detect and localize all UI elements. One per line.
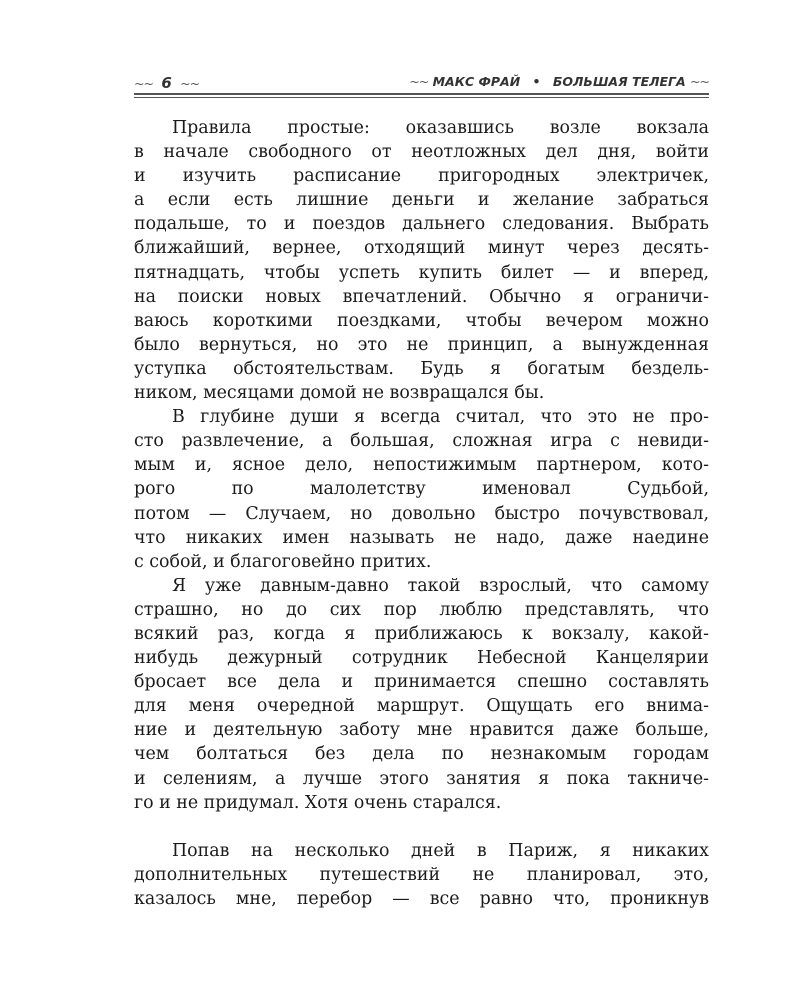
text-line: сто развлечение, а большая, сложная игра с невиди-	[134, 431, 709, 452]
text-line: а если есть лишние деньги и желание забраться	[134, 190, 709, 211]
text-line: в начале свободного от неотложных дел дня, войти	[134, 142, 709, 163]
text-line: для меня очередной маршрут. Ощущать его внима-	[134, 696, 709, 717]
text-line: Попав на несколько дней в Париж, я никаких	[172, 840, 709, 861]
text-line: подальше, то и поездов дальнего следования. Выбрать	[134, 214, 709, 235]
book-title-block	[409, 74, 709, 89]
text-line: дополнительных путешествий не планировал, это,	[134, 864, 709, 885]
page-number: 6	[161, 74, 172, 92]
paragraph-2	[134, 405, 709, 574]
text-line: и изучить расписание пригородных электричек,	[134, 166, 709, 187]
paragraph-1	[134, 116, 709, 405]
text-line: мым и, ясное дело, непостижимым партнером, кото-	[134, 455, 709, 476]
page-number-block	[134, 74, 199, 92]
text-line: В глубине души я всегда считал, что это не про-	[172, 407, 709, 428]
section-break	[134, 815, 709, 839]
text-line: с собой, и благоговейно притих.	[134, 551, 432, 572]
text-line: го и не придумал. Хотя очень старался.	[134, 792, 502, 813]
text-line: чем болтаться без дела по незнакомым городам	[134, 744, 709, 765]
text-line: ние и деятельную заботу мне нравится даже больше,	[134, 720, 709, 741]
ornament-right: ~~	[180, 76, 200, 91]
paragraph-3	[134, 574, 709, 815]
text-line: и селениям, а лучше этого занятия я пока такниче-	[134, 768, 709, 789]
separator-bullet: •	[532, 74, 541, 89]
text-line: Я уже давным-давно такой взрослый, что самому	[172, 575, 709, 596]
text-line: бросает все дела и принимается спешно составлять	[134, 672, 709, 693]
text-line: на поиски новых впечатлений. Обычно я ограничи-	[134, 286, 709, 307]
text-line: рого по малолетству именовал Судьбой,	[134, 479, 709, 500]
text-line: казалось мне, перебор — все равно что, проникнув	[134, 888, 709, 909]
text-line: всякий раз, когда я приближаюсь к вокзалу, какой-	[134, 623, 709, 644]
text-line: ником, месяцами домой не возвращался бы.	[134, 383, 545, 404]
text-line: Правила простые: оказавшись возле вокзала	[172, 118, 709, 138]
body-text	[134, 116, 709, 911]
text-line: страшно, но до сих пор люблю представлять, что	[134, 599, 709, 620]
text-line: уступка обстоятельствам. Будь я богатым бездель-	[134, 358, 709, 379]
header-rule-thin	[134, 97, 709, 98]
book-title: БОЛЬШАЯ ТЕЛЕГА	[552, 74, 686, 89]
paragraph-4	[134, 839, 709, 911]
text-line: нибудь дежурный сотрудник Небесной Канцелярии	[134, 648, 709, 669]
text-line: пятнадцать, чтобы успеть купить билет — и вперед,	[134, 262, 709, 283]
text-line: ваюсь короткими поездками, чтобы вечером можно	[134, 310, 709, 331]
ornament-left: ~~	[409, 74, 429, 89]
header-rule-thick	[134, 93, 709, 95]
text-line: что никаких имен называть не надо, даже наедине	[134, 527, 709, 548]
text-line: ближайший, вернее, отходящий минут через десять-	[134, 238, 709, 259]
author-name: МАКС ФРАЙ	[432, 74, 521, 89]
text-line: потом — Случаем, но довольно быстро почувствовал,	[134, 503, 709, 524]
ornament-left: ~~	[134, 76, 153, 91]
ornament-right: ~~	[690, 74, 709, 89]
text-line: было вернуться, но это не принцип, а вынужденная	[134, 334, 709, 355]
